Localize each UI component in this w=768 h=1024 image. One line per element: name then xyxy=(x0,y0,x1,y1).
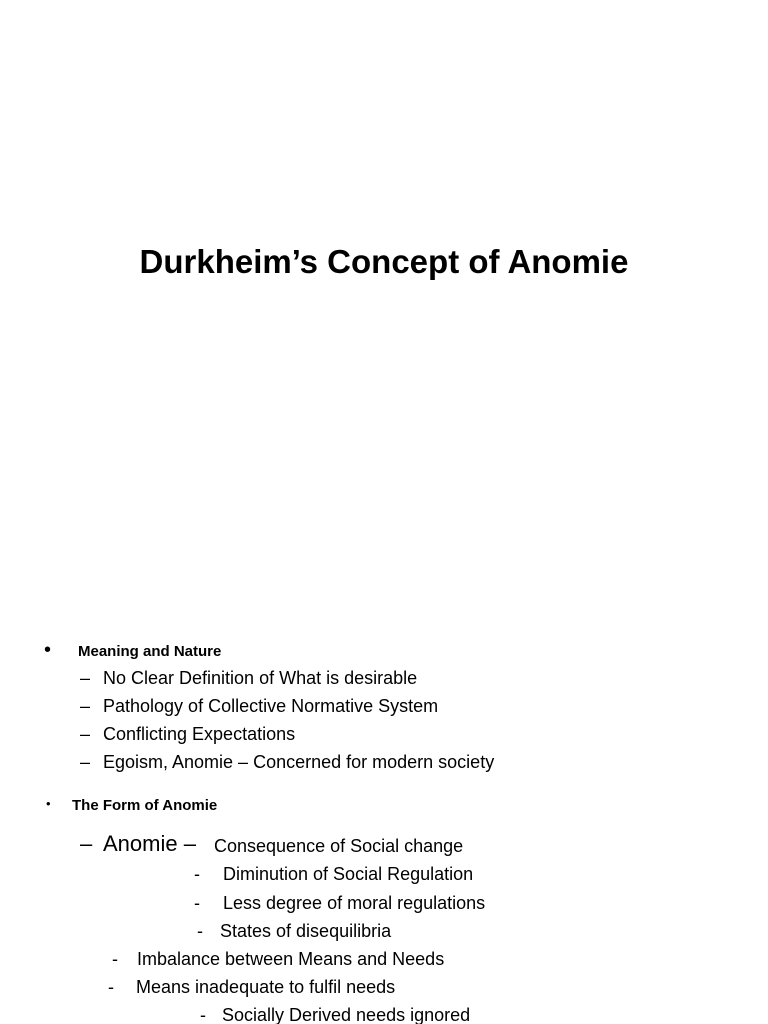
bullet-icon: • xyxy=(44,639,52,661)
dash-icon: – xyxy=(80,831,93,856)
list-item: Diminution of Social Regulation xyxy=(223,864,474,884)
list-item: No Clear Definition of What is desirable xyxy=(103,668,418,688)
list-item: States of disequilibria xyxy=(220,921,392,941)
list-item: Egoism, Anomie – Concerned for modern society xyxy=(103,752,495,772)
list-item: Socially Derived needs ignored xyxy=(222,1005,471,1024)
hyphen-icon: - xyxy=(194,893,200,913)
lead-text: Consequence of Social change xyxy=(214,836,464,856)
section-heading: Meaning and Nature xyxy=(78,643,222,660)
anomie-term: Anomie – xyxy=(103,831,196,856)
list-item: Means inadequate to fulfil needs xyxy=(136,977,396,997)
dash-icon: – xyxy=(80,696,91,716)
bullet-icon: • xyxy=(46,796,51,811)
dash-icon: – xyxy=(80,752,91,772)
hyphen-icon: - xyxy=(200,1005,206,1024)
dash-icon: – xyxy=(80,668,91,688)
hyphen-icon: - xyxy=(194,864,200,884)
hyphen-icon: - xyxy=(197,921,203,941)
list-item: Pathology of Collective Normative System xyxy=(103,696,439,716)
page-title: Durkheim’s Concept of Anomie xyxy=(139,243,629,280)
list-item: Conflicting Expectations xyxy=(103,724,296,744)
hyphen-icon: - xyxy=(108,977,114,997)
hyphen-icon: - xyxy=(112,949,118,969)
list-item: Imbalance between Means and Needs xyxy=(137,949,445,969)
dash-icon: – xyxy=(80,724,91,744)
section-heading: The Form of Anomie xyxy=(72,797,218,814)
list-item: Less degree of moral regulations xyxy=(223,893,486,913)
